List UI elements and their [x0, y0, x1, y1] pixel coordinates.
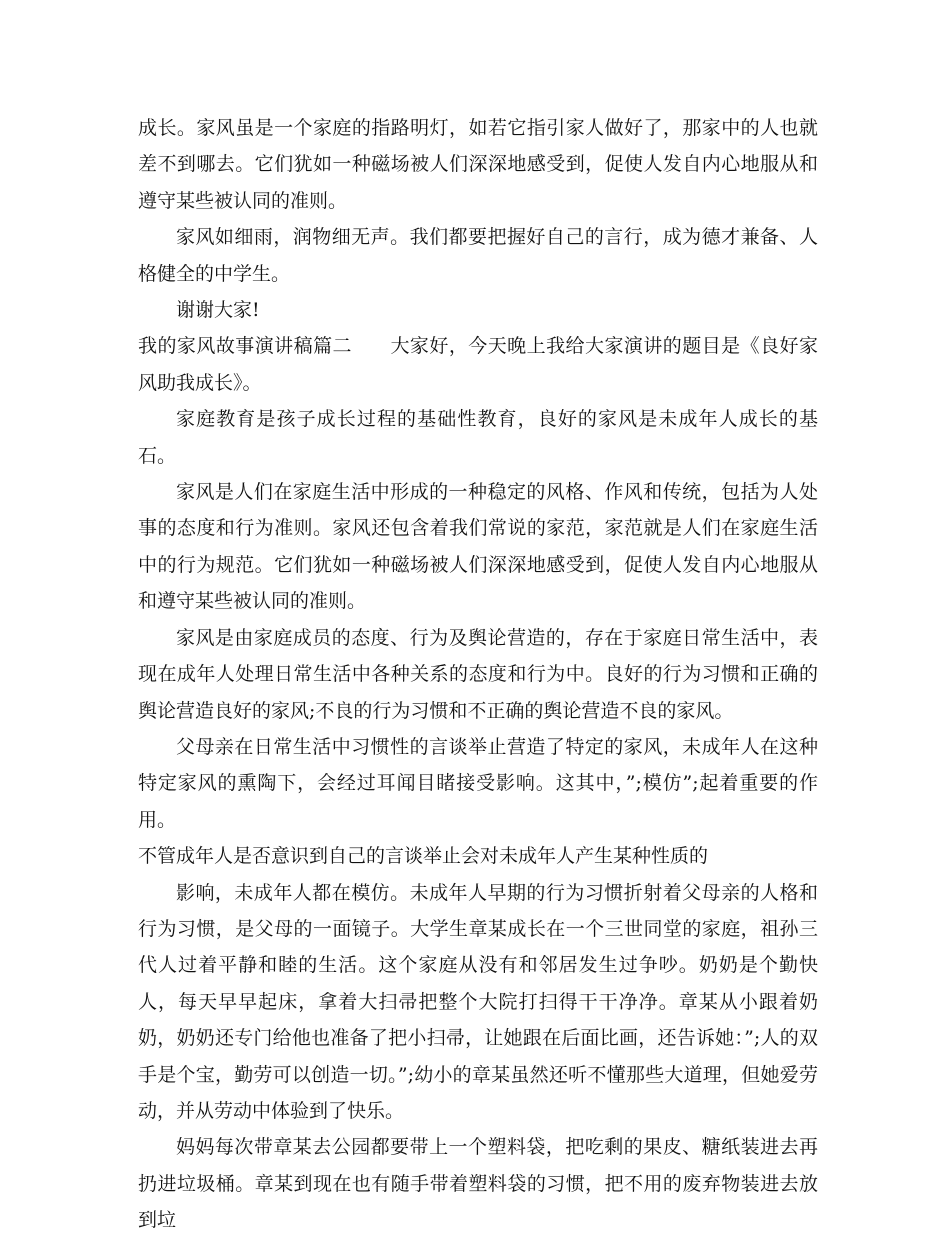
paragraph: 家风是人们在家庭生活中形成的一种稳定的风格、作风和传统，包括为人处事的态度和行为准则。家风还包含着我们常说的家范，家范就是人们在家庭生活中的行为规范。它们犹如一种磁场被人们深深地感受到，促使人发自内心地服从和遵守某些被认同的准则。: [138, 481, 818, 613]
paragraph: 父母亲在日常生活中习惯性的言谈举止营造了特定的家风，未成年人在这种特定家风的熏陶下，会经过耳闻目睹接受影响。这其中，”;模仿”;起着重要的作用。: [138, 735, 818, 831]
paragraph: 妈妈每次带章某去公园都要带上一个塑料袋，把吃剩的果皮、糖纸装进去再扔进垃圾桶。章某到现在也有随手带着塑料袋的习惯，把不用的废弃物装进去放到垃: [138, 1136, 818, 1232]
paragraph: 成长。家风虽是一个家庭的指路明灯，如若它指引家人做好了，那家中的人也就差不到哪去。它们犹如一种磁场被人们深深地感受到，促使人发自内心地服从和遵守某些被认同的准则。: [138, 117, 818, 212]
section-heading-line: [138, 328, 818, 401]
section-title: 我的家风故事演讲稿篇二: [138, 335, 352, 358]
paragraph: 家风是由家庭成员的态度、行为及舆论营造的，存在于家庭日常生活中，表现在成年人处理日常生活中各种关系的态度和行为中。良好的行为习惯和正确的舆论营造良好的家风;不良的行为习惯和不正确的舆论营造不良的家风。: [138, 626, 818, 722]
paragraph-continuation: 不管成年人是否意识到自己的言谈举止会对未成年人产生某种性质的: [138, 845, 709, 868]
paragraph: 影响，未成年人都在模仿。未成年人早期的行为习惯折射着父母亲的人格和行为习惯，是父母的一面镜子。大学生章某成长在一个三世同堂的家庭，祖孙三代人过着平静和睦的生活。这个家庭从没有和邻居发生过争吵。奶奶是个勤快人，每天早早起床，拿着大扫帚把整个大院打扫得干干净净。章某从小跟着奶奶，奶奶还专门给他也准备了把小扫帚，让她跟在后面比画，还告诉她：”;人的双手是个宝，勤劳可以创造一切。”;幼小的章某虽然还听不懂那些大道理，但她爱劳动，并从劳动中体验到了快乐。: [138, 881, 818, 1122]
paragraph: 家庭教育是孩子成长过程的基础性教育，良好的家风是未成年人成长的基石。: [138, 408, 818, 467]
section-intro: 大家好，今天晚上我给大家演讲的题目是《良好家风助我成长》。: [138, 335, 818, 394]
paragraph: 谢谢大家!: [176, 299, 260, 322]
document-body: [138, 110, 818, 1239]
paragraph: 家风如细雨，润物细无声。我们都要把握好自己的言行，成为德才兼备、人格健全的中学生。: [138, 226, 818, 285]
